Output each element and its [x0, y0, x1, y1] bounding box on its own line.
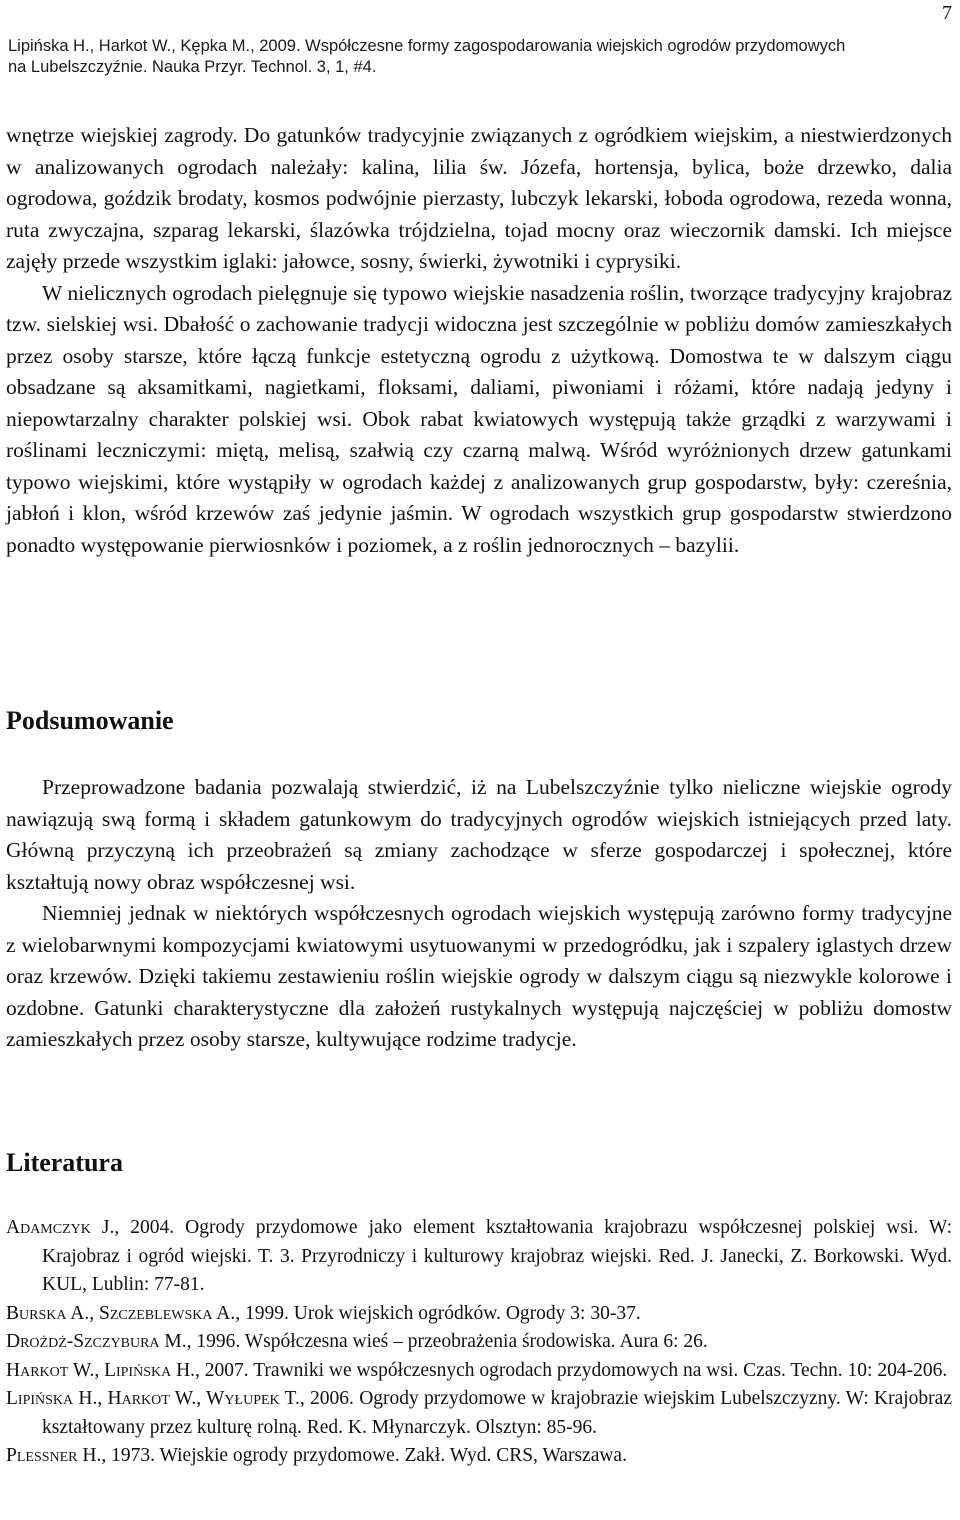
paragraph: wnętrze wiejskiej zagrody. Do gatunków tradycyjnie związanych z ogródkiem wiejskim, a niestwierdzonych w analizowanych ogrodach należały: kalina, lilia św. Józefa, hortensja, bylica, boże drzewko, dalia ogrodowa, goździk brodaty, kosmos podwójnie pierzasty, lubczyk lekarski, łoboda ogrodowa, rezeda wonna, ruta zwyczajna, szparag lekarski, ślazówka trójdzielna, tojad mocny oraz wieczornik damski. Ich miejsce zajęły przede wszystkim iglaki: jałowce, sosny, świerki, żywotniki i cyprysiki.: [6, 123, 952, 273]
body-continuation: [6, 120, 952, 561]
running-head: [8, 36, 953, 78]
running-head-line-1: Lipińska H., Harkot W., Kępka M., 2009. Współczesne formy zagospodarowania wiejskich ogrodów przydomowych: [8, 37, 846, 55]
reference-item: [6, 1328, 952, 1357]
summary-section: [6, 772, 952, 1056]
reference-list: [6, 1214, 952, 1471]
paragraph: Niemniej jednak w niektórych współczesnych ogrodach wiejskich występują zarówno formy tradycyjne z wielobarwnymi kompozycjami kwiatowymi usytuowanymi w przedogródku, jak i szpalery iglastych drzew oraz krzewów. Dzięki takiemu zestawieniu roślin wiejskie ogrody w dalszym ciągu są niezwykle kolorowe i ozdobne. Gatunki charakterystyczne dla założeń rustykalnych występują najczęściej w pobliżu domostw zamieszkałych przez osoby starsze, kultywujące rodzime tradycje.: [6, 901, 952, 1051]
reference-authors: Lipińska H., Harkot W., Wyłupek T.: [6, 1388, 300, 1409]
section-heading-summary: Podsumowanie: [6, 706, 174, 735]
reference-authors: Plessner H.: [6, 1445, 102, 1466]
page-number: 7: [942, 2, 952, 24]
reference-item: [6, 1357, 952, 1386]
reference-authors: Drożdż-Szczybura M.: [6, 1331, 187, 1352]
reference-text: , 2004. Ogrody przydomowe jako element kształtowania krajobrazu współczesnej polskiej wsi. W: Krajobraz i ogród wiejski. T. 3. Przyrodniczy i kulturowy krajobraz wiejski. Red. J. Janecki, Z. Borkowski. Wyd. KUL, Lublin: 77-81.: [42, 1217, 952, 1295]
reference-text: , 2007. Trawniki we współczesnych ogrodach przydomowych na wsi. Czas. Techn. 10: 204-206.: [195, 1359, 948, 1381]
reference-item: [6, 1442, 952, 1471]
reference-text: , 2006. Ogrody przydomowe w krajobrazie wiejskim Lubelszczyzny. W: Krajobraz kształtowany przez kulturę rolną. Red. K. Młynarczyk. Olsztyn: 85-96.: [42, 1388, 952, 1438]
reference-item: [6, 1385, 952, 1442]
section-heading-literature: Literatura: [6, 1148, 123, 1177]
reference-authors: Adamczyk J.: [6, 1217, 115, 1238]
reference-authors: Harkot W., Lipińska H.: [6, 1359, 196, 1381]
reference-text: , 1996. Współczesna wieś – przeobrażenia środowiska. Aura 6: 26.: [186, 1331, 708, 1352]
paragraph: W nielicznych ogrodach pielęgnuje się typowo wiejskie nasadzenia roślin, tworzące tradycyjny krajobraz tzw. sielskiej wsi. Dbałość o zachowanie tradycji widoczna jest szczególnie w pobliżu domów zamieszkałych przez osoby starsze, które łączą funkcje estetyczną ogrodu z użytkową. Domostwa te w dalszym ciągu obsadzane są aksamitkami, nagietkami, floksami, daliami, piwoniami i różami, które nadają jedyny i niepowtarzalny charakter polskiej wsi. Obok rabat kwiatowych występują także grządki z warzywami i roślinami leczniczymi: miętą, melisą, szałwią czy czarną malwą. Wśród wyróżnionych drzew gatunkami typowo wiejskimi, które wystąpiły w ogrodach każdej z analizowanych grup gospodarstw, były: czereśnia, jabłoń i klon, wśród krzewów zaś jedynie jaśmin. W ogrodach wszystkich grup gospodarstw stwierdzono ponadto występowanie pierwiosnków i poziomek, a z roślin jednorocznych – bazylii.: [6, 280, 952, 557]
reference-text: , 1999. Urok wiejskich ogródków. Ogrody 3: 30-37.: [235, 1302, 641, 1324]
reference-item: [6, 1300, 952, 1329]
paragraph: Przeprowadzone badania pozwalają stwierdzić, iż na Lubelszczyźnie tylko nieliczne wiejskie ogrody nawiązują swą formą i składem gatunkowym do tradycyjnych ogrodów wiejskich istniejących przed laty. Główną przyczyną ich przeobrażeń są zmiany zachodzące w sferze gospodarczej i społecznej, które kształtują nowy obraz współczesnej wsi.: [6, 775, 952, 894]
reference-authors: Burska A., Szczeblewska A.: [6, 1302, 236, 1324]
running-head-line-2: na Lubelszczyźnie. Nauka Przyr. Technol. 3, 1, #4.: [8, 58, 377, 76]
reference-item: [6, 1214, 952, 1300]
reference-text: , 1973. Wiejskie ogrody przydomowe. Zakł. Wyd. CRS, Warszawa.: [101, 1445, 627, 1466]
